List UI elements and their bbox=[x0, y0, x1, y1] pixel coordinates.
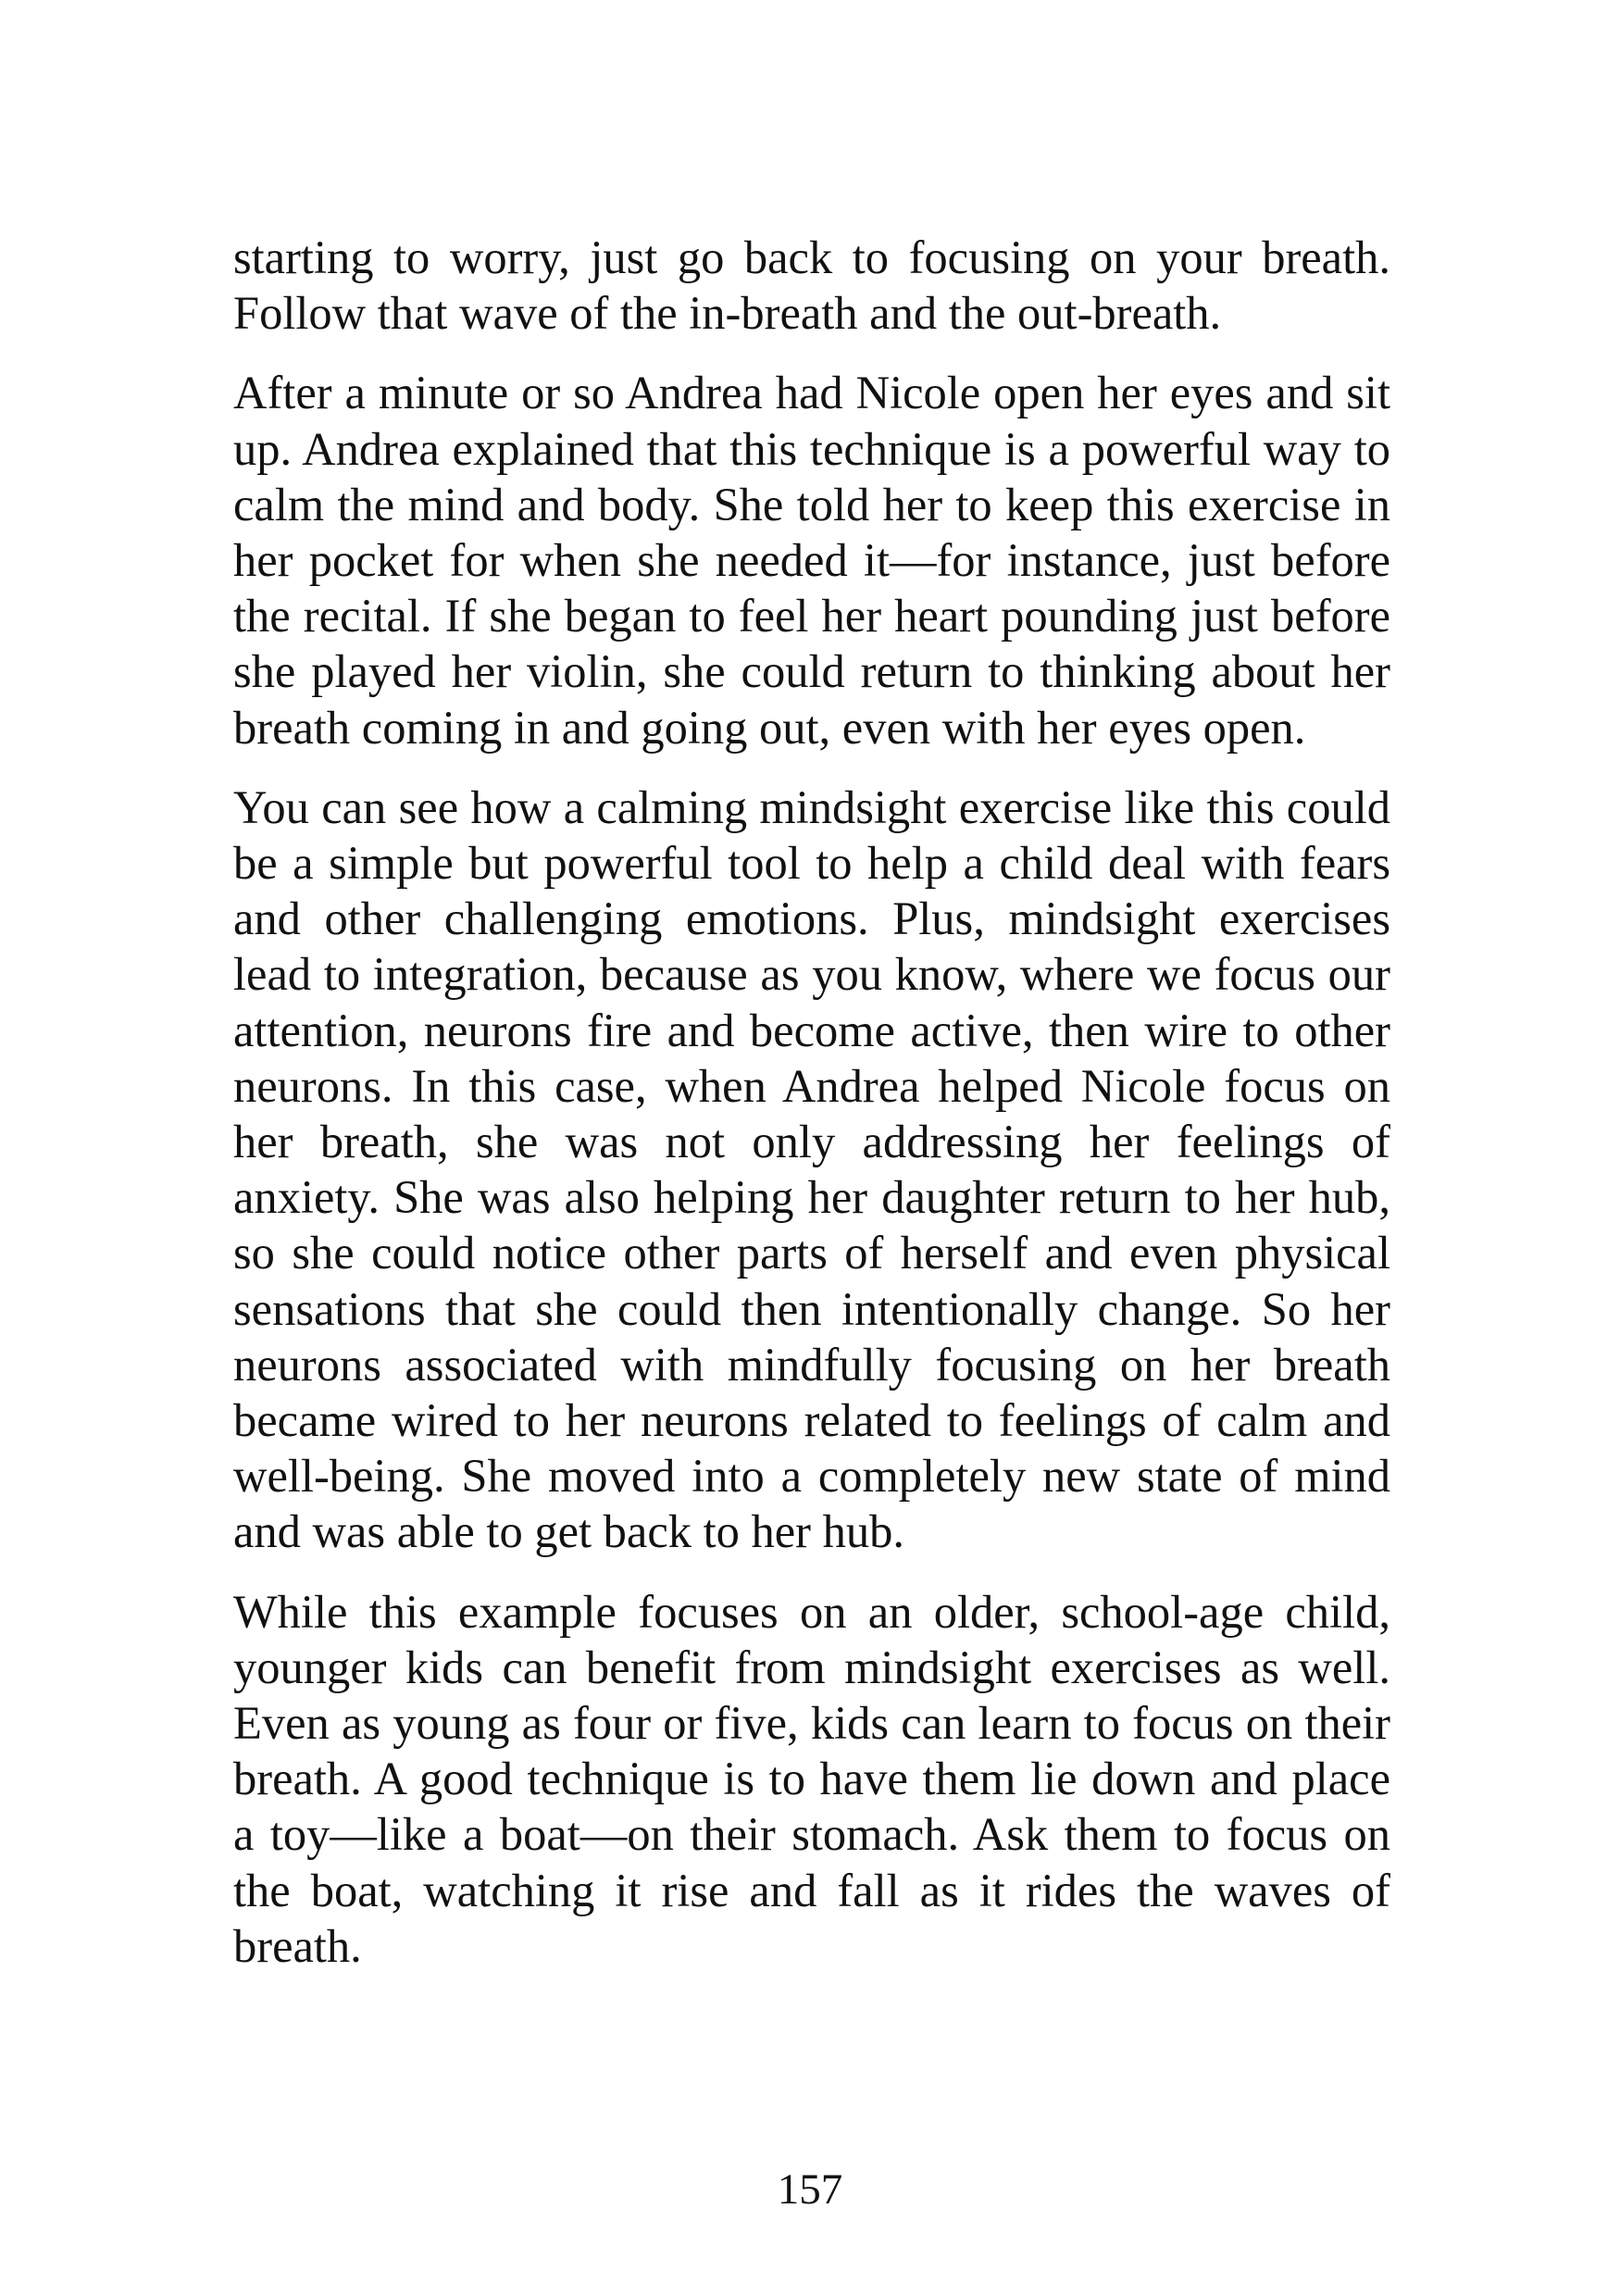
paragraph-1: starting to worry, just go back to focusing on your breath. Follow that wave of the in-breath and the out-breath. bbox=[233, 231, 1390, 340]
paragraph-4: While this example focuses on an older, school-age child, younger kids can benefit from mindsight exercises as well. Even as young as four or five, kids can learn to focus on their breath. A good technique is to have them lie down and place a toy—like a boat—on their stomach. Ask them to focus on the boat, watching it rise and fall as it rides the waves of breath. bbox=[233, 1585, 1390, 1972]
paragraph-2: After a minute or so Andrea had Nicole open her eyes and sit up. Andrea explained that this technique is a powerful way to calm the mind and body. She told her to keep this exercise in her pocket for when she needed it—for instance, just before the recital. If she began to feel her heart pounding just before she played her violin, she could return to thinking about her breath coming in and going out, even with her eyes open. bbox=[233, 367, 1390, 754]
page-number: 157 bbox=[777, 2165, 843, 2214]
body-text bbox=[233, 230, 1390, 1998]
paragraph-3: You can see how a calming mindsight exercise like this could be a simple but powerful tool to help a child deal with fears and other challenging emotions. Plus, mindsight exercises lead to integration, because as you know, where we focus our attention, neurons fire and become active, then wire to other neurons. In this case, when Andrea helped Nicole focus on her breath, she was not only addressing her feelings of anxiety. She was also helping her daughter return to her hub, so she could notice other parts of herself and even physical sensations that she could then intentionally change. So her neurons associated with mindfully focusing on her breath became wired to her neurons related to feelings of calm and well-being. She moved into a completely new state of mind and was able to get back to her hub. bbox=[233, 780, 1390, 1558]
